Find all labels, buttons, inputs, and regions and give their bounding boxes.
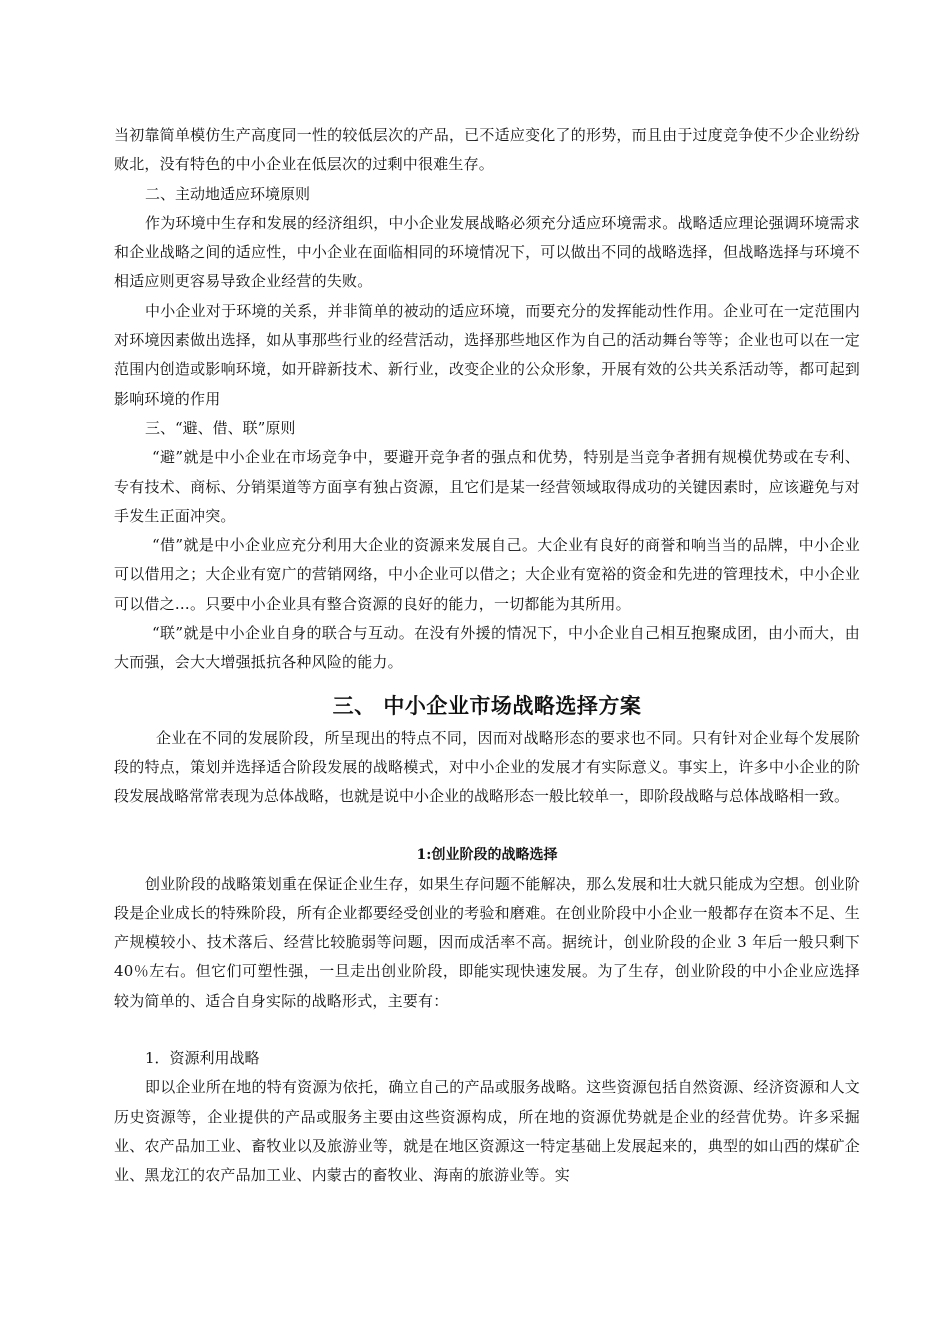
subheading-resource-strategy: 1．资源利用战略: [145, 1049, 260, 1068]
stage-title: 1:创业阶段的战略选择: [416, 846, 558, 863]
heading-adapt-environment: 二、主动地适应环境原则: [145, 184, 311, 203]
section-intro: 企业在不同的发展阶段，所呈现出的特点不同，因而对战略形态的要求也不同。只有针对企业每个发展阶段的特点，策划并选择适合阶段发展的战略模式，对中小企业的发展才有实际意义。事实上，许多中小企业的阶段发展战略常常表现为总体战略，也就是说中小企业的战略形态一般比较单一，即阶段战略与总体战略相一致。: [114, 728, 860, 806]
stage-paragraph-1: 创业阶段的战略策划重在保证企业生存，如果生存问题不能解决，那么发展和壮大就只能成为空想。创业阶段是企业成长的特殊阶段，所有企业都要经受创业的考验和磨难。在创业阶段中小企业一般都存在资本不足、生产规模较小、技术落后、经营比较脆弱等问题，因而成活率不高。据统计，创业阶段的企业 3 年后一般只剩下 40％左右。但它们可塑性强，一旦走出创业阶段，即能实现快速发展。为了生存，创业阶段的中小企业应选择较为简单的、适合自身实际的战略形式，主要有：: [114, 874, 860, 1010]
heading-avoid-borrow-unite: 三、“避、借、联”原则: [145, 418, 296, 437]
spacer: [114, 1016, 860, 1044]
document-page: [114, 121, 860, 1191]
paragraph-borrow: “借”就是中小企业应充分利用大企业的资源来发展自己。大企业有良好的商誉和响当当的品牌，中小企业可以借用之；大企业有宽广的营销网络，中小企业可以借之；大企业有宽裕的资金和先进的管理技术，中小企业可以借之…。只要中小企业具有整合资源的良好的能力，一切都能为其所用。: [114, 536, 860, 613]
paragraph-adapt-1: 作为环境中生存和发展的经济组织，中小企业发展战略必须充分适应环境需求。战略适应理论强调环境需求和企业战略之间的适应性，中小企业在面临相同的环境情况下，可以做出不同的战略选择，但战略选择与环境不相适应则更容易导致企业经营的失败。: [114, 213, 860, 291]
paragraph-unite: “联”就是中小企业自身的联合与互动。在没有外援的情况下，中小企业自己相互抱聚成团，由小而大，由大而强，会大大增强抵抗各种风险的能力。: [114, 624, 860, 672]
section-title: 三、 中小企业市场战略选择方案: [332, 693, 642, 718]
paragraph-continuation: 当初靠简单模仿生产高度同一性的较低层次的产品，已不适应变化了的形势，而且由于过度竞争使不少企业纷纷败北，没有特色的中小企业在低层次的过剩中很难生存。: [114, 126, 860, 174]
stage-paragraph-2: 即以企业所在地的特有资源为依托，确立自己的产品或服务战略。这些资源包括自然资源、经济资源和人文历史资源等，企业提供的产品或服务主要由这些资源构成，所在地的资源优势就是企业的经营优势。许多采掘业、农产品加工业、畜牧业以及旅游业等，就是在地区资源这一特定基础上发展起来的，典型的如山西的煤矿企业、黑龙江的农产品加工业、内蒙古的畜牧业、海南的旅游业等。实: [114, 1078, 860, 1185]
paragraph-adapt-2: 中小企业对于环境的关系，并非简单的被动的适应环境，而要充分的发挥能动性作用。企业可在一定范围内对环境因素做出选择，如从事那些行业的经营活动，选择那些地区作为自己的活动舞台等等；企业也可以在一定范围内创造或影响环境，如开辟新技术、新行业，改变企业的公众形象，开展有效的公共关系活动等，都可起到影响环境的作用: [114, 301, 860, 408]
paragraph-avoid: “避”就是中小企业在市场竞争中，要避开竞争者的强点和优势，特别是当竞争者拥有规模优势或在专利、专有技术、商标、分销渠道等方面享有独占资源，且它们是某一经营领域取得成功的关键因素时，应该避免与对手发生正面冲突。: [114, 448, 860, 525]
